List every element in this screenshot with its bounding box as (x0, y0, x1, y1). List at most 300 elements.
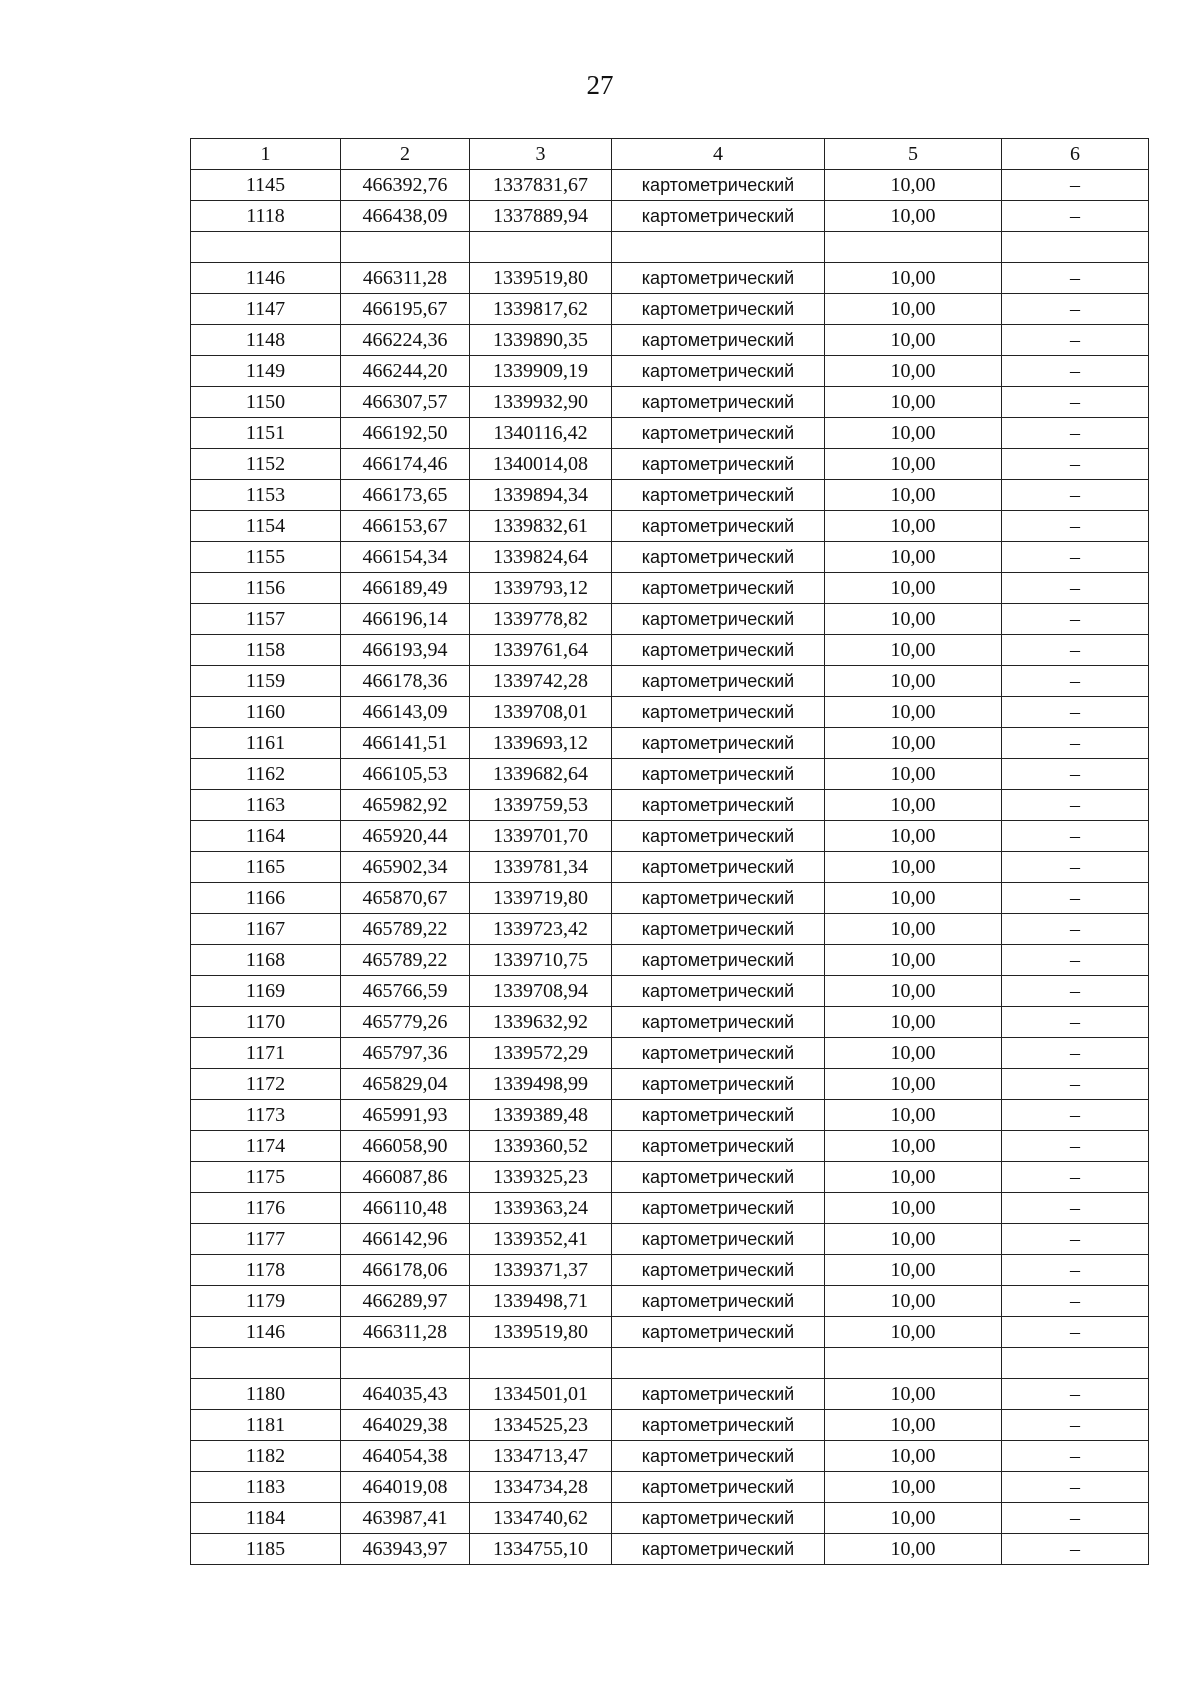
note-cell: – (1002, 1162, 1149, 1193)
column-header: 3 (470, 139, 612, 170)
table-body (191, 170, 1149, 1565)
x-coordinate-cell: 466311,28 (341, 1317, 470, 1348)
y-coordinate-cell: 1339632,92 (470, 1007, 612, 1038)
method-cell: картометрический (612, 511, 825, 542)
y-coordinate-cell: 1339781,34 (470, 852, 612, 883)
accuracy-cell: 10,00 (825, 697, 1002, 728)
note-cell: – (1002, 945, 1149, 976)
y-coordinate-cell: 1339793,12 (470, 573, 612, 604)
table-row (191, 170, 1149, 201)
note-cell: – (1002, 1038, 1149, 1069)
point-number-cell: 1182 (191, 1441, 341, 1472)
y-coordinate-cell: 1339498,99 (470, 1069, 612, 1100)
x-coordinate-cell: 464035,43 (341, 1379, 470, 1410)
table-row (191, 1286, 1149, 1317)
table-row (191, 1534, 1149, 1565)
point-number-cell: 1171 (191, 1038, 341, 1069)
table-row (191, 1255, 1149, 1286)
x-coordinate-cell: 465766,59 (341, 976, 470, 1007)
point-number-cell: 1162 (191, 759, 341, 790)
y-coordinate-cell: 1339498,71 (470, 1286, 612, 1317)
x-coordinate-cell: 466058,90 (341, 1131, 470, 1162)
x-coordinate-cell: 465779,26 (341, 1007, 470, 1038)
note-cell: – (1002, 1193, 1149, 1224)
page-number: 27 (586, 70, 614, 100)
method-cell: картометрический (612, 1255, 825, 1286)
column-header: 2 (341, 139, 470, 170)
accuracy-cell: 10,00 (825, 1410, 1002, 1441)
x-coordinate-cell: 464019,08 (341, 1472, 470, 1503)
note-cell: – (1002, 1007, 1149, 1038)
point-number-cell: 1159 (191, 666, 341, 697)
y-coordinate-cell: 1339352,41 (470, 1224, 612, 1255)
point-number-cell: 1151 (191, 418, 341, 449)
accuracy-cell: 10,00 (825, 356, 1002, 387)
method-cell: картометрический (612, 697, 825, 728)
y-coordinate-cell: 1339389,48 (470, 1100, 612, 1131)
table-row (191, 356, 1149, 387)
table-row (191, 232, 1149, 263)
note-cell: – (1002, 325, 1149, 356)
method-cell: картометрический (612, 635, 825, 666)
note-cell: – (1002, 1286, 1149, 1317)
note-cell: – (1002, 1224, 1149, 1255)
note-cell (1002, 232, 1149, 263)
column-header: 4 (612, 139, 825, 170)
table-row (191, 294, 1149, 325)
method-cell: картометрический (612, 294, 825, 325)
accuracy-cell: 10,00 (825, 1503, 1002, 1534)
table-row (191, 697, 1149, 728)
point-number-cell: 1180 (191, 1379, 341, 1410)
y-coordinate-cell: 1339817,62 (470, 294, 612, 325)
accuracy-cell: 10,00 (825, 1317, 1002, 1348)
table-row (191, 1472, 1149, 1503)
point-number-cell: 1161 (191, 728, 341, 759)
note-cell: – (1002, 1100, 1149, 1131)
table-row (191, 728, 1149, 759)
note-cell: – (1002, 728, 1149, 759)
point-number-cell: 1177 (191, 1224, 341, 1255)
table-row (191, 1069, 1149, 1100)
method-cell: картометрический (612, 1100, 825, 1131)
y-coordinate-cell: 1339363,24 (470, 1193, 612, 1224)
y-coordinate-cell: 1339778,82 (470, 604, 612, 635)
method-cell: картометрический (612, 728, 825, 759)
accuracy-cell: 10,00 (825, 852, 1002, 883)
table-row (191, 1038, 1149, 1069)
accuracy-cell: 10,00 (825, 1007, 1002, 1038)
accuracy-cell: 10,00 (825, 666, 1002, 697)
y-coordinate-cell: 1334734,28 (470, 1472, 612, 1503)
note-cell: – (1002, 604, 1149, 635)
method-cell: картометрический (612, 1069, 825, 1100)
method-cell: картометрический (612, 1503, 825, 1534)
method-cell: картометрический (612, 387, 825, 418)
point-number-cell: 1170 (191, 1007, 341, 1038)
method-cell: картометрический (612, 325, 825, 356)
point-number-cell: 1179 (191, 1286, 341, 1317)
method-cell: картометрический (612, 976, 825, 1007)
point-number-cell: 1156 (191, 573, 341, 604)
accuracy-cell: 10,00 (825, 170, 1002, 201)
point-number-cell (191, 232, 341, 263)
point-number-cell: 1176 (191, 1193, 341, 1224)
point-number-cell: 1175 (191, 1162, 341, 1193)
method-cell: картометрический (612, 1007, 825, 1038)
y-coordinate-cell: 1334740,62 (470, 1503, 612, 1534)
accuracy-cell: 10,00 (825, 1162, 1002, 1193)
method-cell: картометрический (612, 1038, 825, 1069)
y-coordinate-cell: 1339894,34 (470, 480, 612, 511)
y-coordinate-cell: 1339723,42 (470, 914, 612, 945)
y-coordinate-cell: 1337889,94 (470, 201, 612, 232)
point-number-cell: 1147 (191, 294, 341, 325)
note-cell: – (1002, 1441, 1149, 1472)
accuracy-cell: 10,00 (825, 1286, 1002, 1317)
note-cell: – (1002, 883, 1149, 914)
x-coordinate-cell: 466195,67 (341, 294, 470, 325)
note-cell: – (1002, 759, 1149, 790)
table-row (191, 976, 1149, 1007)
accuracy-cell: 10,00 (825, 573, 1002, 604)
note-cell: – (1002, 666, 1149, 697)
table-row (191, 1193, 1149, 1224)
column-header: 1 (191, 139, 341, 170)
method-cell: картометрический (612, 852, 825, 883)
accuracy-cell: 10,00 (825, 201, 1002, 232)
accuracy-cell: 10,00 (825, 325, 1002, 356)
note-cell: – (1002, 480, 1149, 511)
method-cell: картометрический (612, 480, 825, 511)
x-coordinate-cell: 466153,67 (341, 511, 470, 542)
accuracy-cell: 10,00 (825, 542, 1002, 573)
y-coordinate-cell: 1334755,10 (470, 1534, 612, 1565)
y-coordinate-cell: 1339360,52 (470, 1131, 612, 1162)
accuracy-cell: 10,00 (825, 790, 1002, 821)
accuracy-cell: 10,00 (825, 1379, 1002, 1410)
table-row (191, 1410, 1149, 1441)
accuracy-cell: 10,00 (825, 1255, 1002, 1286)
point-number-cell: 1166 (191, 883, 341, 914)
table-row (191, 1441, 1149, 1472)
note-cell: – (1002, 1131, 1149, 1162)
x-coordinate-cell: 466174,46 (341, 449, 470, 480)
column-header: 5 (825, 139, 1002, 170)
x-coordinate-cell: 466311,28 (341, 263, 470, 294)
note-cell: – (1002, 418, 1149, 449)
x-coordinate-cell: 466189,49 (341, 573, 470, 604)
accuracy-cell: 10,00 (825, 511, 1002, 542)
note-cell: – (1002, 821, 1149, 852)
x-coordinate-cell (341, 1348, 470, 1379)
table-row (191, 263, 1149, 294)
accuracy-cell: 10,00 (825, 387, 1002, 418)
y-coordinate-cell: 1339742,28 (470, 666, 612, 697)
note-cell: – (1002, 852, 1149, 883)
table-row (191, 883, 1149, 914)
coordinates-table (190, 138, 1149, 1565)
x-coordinate-cell: 466087,86 (341, 1162, 470, 1193)
y-coordinate-cell: 1340014,08 (470, 449, 612, 480)
point-number-cell: 1184 (191, 1503, 341, 1534)
accuracy-cell: 10,00 (825, 821, 1002, 852)
point-number-cell: 1154 (191, 511, 341, 542)
y-coordinate-cell: 1339909,19 (470, 356, 612, 387)
x-coordinate-cell: 465920,44 (341, 821, 470, 852)
point-number-cell (191, 1348, 341, 1379)
accuracy-cell: 10,00 (825, 1131, 1002, 1162)
accuracy-cell: 10,00 (825, 976, 1002, 1007)
y-coordinate-cell: 1339761,64 (470, 635, 612, 666)
method-cell: картометрический (612, 604, 825, 635)
note-cell: – (1002, 1069, 1149, 1100)
y-coordinate-cell: 1339708,01 (470, 697, 612, 728)
x-coordinate-cell: 466192,50 (341, 418, 470, 449)
note-cell: – (1002, 201, 1149, 232)
table-row (191, 635, 1149, 666)
method-cell: картометрический (612, 821, 825, 852)
accuracy-cell: 10,00 (825, 1224, 1002, 1255)
note-cell: – (1002, 356, 1149, 387)
point-number-cell: 1146 (191, 263, 341, 294)
table-row (191, 604, 1149, 635)
table-row (191, 821, 1149, 852)
x-coordinate-cell: 466244,20 (341, 356, 470, 387)
method-cell: картометрический (612, 790, 825, 821)
y-coordinate-cell (470, 232, 612, 263)
method-cell (612, 1348, 825, 1379)
table-row (191, 480, 1149, 511)
point-number-cell: 1164 (191, 821, 341, 852)
note-cell: – (1002, 170, 1149, 201)
x-coordinate-cell: 466178,06 (341, 1255, 470, 1286)
accuracy-cell: 10,00 (825, 1193, 1002, 1224)
y-coordinate-cell: 1339708,94 (470, 976, 612, 1007)
note-cell: – (1002, 573, 1149, 604)
accuracy-cell: 10,00 (825, 1100, 1002, 1131)
column-header: 6 (1002, 139, 1149, 170)
note-cell: – (1002, 542, 1149, 573)
point-number-cell: 1149 (191, 356, 341, 387)
method-cell: картометрический (612, 914, 825, 945)
point-number-cell: 1163 (191, 790, 341, 821)
accuracy-cell: 10,00 (825, 945, 1002, 976)
y-coordinate-cell: 1339932,90 (470, 387, 612, 418)
x-coordinate-cell: 466193,94 (341, 635, 470, 666)
x-coordinate-cell: 465982,92 (341, 790, 470, 821)
accuracy-cell: 10,00 (825, 914, 1002, 945)
x-coordinate-cell: 464054,38 (341, 1441, 470, 1472)
x-coordinate-cell: 465829,04 (341, 1069, 470, 1100)
note-cell (1002, 1348, 1149, 1379)
y-coordinate-cell (470, 1348, 612, 1379)
x-coordinate-cell: 466173,65 (341, 480, 470, 511)
x-coordinate-cell: 463943,97 (341, 1534, 470, 1565)
point-number-cell: 1118 (191, 201, 341, 232)
method-cell: картометрический (612, 170, 825, 201)
accuracy-cell (825, 232, 1002, 263)
x-coordinate-cell: 466142,96 (341, 1224, 470, 1255)
table-row (191, 1162, 1149, 1193)
accuracy-cell (825, 1348, 1002, 1379)
point-number-cell: 1146 (191, 1317, 341, 1348)
point-number-cell: 1168 (191, 945, 341, 976)
x-coordinate-cell: 466196,14 (341, 604, 470, 635)
table-row (191, 418, 1149, 449)
method-cell: картометрический (612, 573, 825, 604)
x-coordinate-cell: 466224,36 (341, 325, 470, 356)
x-coordinate-cell: 466143,09 (341, 697, 470, 728)
point-number-cell: 1183 (191, 1472, 341, 1503)
method-cell: картометрический (612, 449, 825, 480)
x-coordinate-cell: 464029,38 (341, 1410, 470, 1441)
note-cell: – (1002, 914, 1149, 945)
point-number-cell: 1173 (191, 1100, 341, 1131)
y-coordinate-cell: 1339572,29 (470, 1038, 612, 1069)
table-row (191, 1348, 1149, 1379)
table-row (191, 914, 1149, 945)
x-coordinate-cell: 466141,51 (341, 728, 470, 759)
accuracy-cell: 10,00 (825, 449, 1002, 480)
x-coordinate-cell: 465991,93 (341, 1100, 470, 1131)
y-coordinate-cell: 1339693,12 (470, 728, 612, 759)
note-cell: – (1002, 387, 1149, 418)
table-row (191, 387, 1149, 418)
x-coordinate-cell: 466178,36 (341, 666, 470, 697)
point-number-cell: 1152 (191, 449, 341, 480)
method-cell: картометрический (612, 1317, 825, 1348)
note-cell: – (1002, 1379, 1149, 1410)
method-cell: картометрический (612, 1193, 825, 1224)
table-row (191, 1100, 1149, 1131)
y-coordinate-cell: 1339519,80 (470, 1317, 612, 1348)
note-cell: – (1002, 294, 1149, 325)
y-coordinate-cell: 1339759,53 (470, 790, 612, 821)
method-cell: картометрический (612, 1286, 825, 1317)
accuracy-cell: 10,00 (825, 263, 1002, 294)
y-coordinate-cell: 1339710,75 (470, 945, 612, 976)
method-cell: картометрический (612, 759, 825, 790)
accuracy-cell: 10,00 (825, 294, 1002, 325)
table-row (191, 1224, 1149, 1255)
method-cell: картометрический (612, 356, 825, 387)
accuracy-cell: 10,00 (825, 635, 1002, 666)
point-number-cell: 1145 (191, 170, 341, 201)
x-coordinate-cell: 465789,22 (341, 914, 470, 945)
point-number-cell: 1148 (191, 325, 341, 356)
accuracy-cell: 10,00 (825, 418, 1002, 449)
note-cell: – (1002, 511, 1149, 542)
note-cell: – (1002, 635, 1149, 666)
x-coordinate-cell: 466110,48 (341, 1193, 470, 1224)
table-row (191, 573, 1149, 604)
accuracy-cell: 10,00 (825, 604, 1002, 635)
point-number-cell: 1172 (191, 1069, 341, 1100)
y-coordinate-cell: 1339832,61 (470, 511, 612, 542)
x-coordinate-cell: 465902,34 (341, 852, 470, 883)
note-cell: – (1002, 697, 1149, 728)
note-cell: – (1002, 1503, 1149, 1534)
table-row (191, 945, 1149, 976)
y-coordinate-cell: 1339682,64 (470, 759, 612, 790)
method-cell: картометрический (612, 1410, 825, 1441)
method-cell: картометрический (612, 666, 825, 697)
note-cell: – (1002, 790, 1149, 821)
table-row (191, 325, 1149, 356)
note-cell: – (1002, 1255, 1149, 1286)
accuracy-cell: 10,00 (825, 728, 1002, 759)
accuracy-cell: 10,00 (825, 1069, 1002, 1100)
accuracy-cell: 10,00 (825, 759, 1002, 790)
x-coordinate-cell: 466154,34 (341, 542, 470, 573)
point-number-cell: 1155 (191, 542, 341, 573)
y-coordinate-cell: 1337831,67 (470, 170, 612, 201)
method-cell: картометрический (612, 1472, 825, 1503)
x-coordinate-cell: 465789,22 (341, 945, 470, 976)
y-coordinate-cell: 1339519,80 (470, 263, 612, 294)
method-cell: картометрический (612, 883, 825, 914)
method-cell: картометрический (612, 1534, 825, 1565)
x-coordinate-cell: 465797,36 (341, 1038, 470, 1069)
method-cell: картометрический (612, 1441, 825, 1472)
y-coordinate-cell: 1339701,70 (470, 821, 612, 852)
accuracy-cell: 10,00 (825, 1534, 1002, 1565)
method-cell (612, 232, 825, 263)
point-number-cell: 1150 (191, 387, 341, 418)
method-cell: картометрический (612, 1379, 825, 1410)
point-number-cell: 1167 (191, 914, 341, 945)
point-number-cell: 1178 (191, 1255, 341, 1286)
note-cell: – (1002, 976, 1149, 1007)
table-row (191, 1379, 1149, 1410)
y-coordinate-cell: 1339824,64 (470, 542, 612, 573)
table-row (191, 1131, 1149, 1162)
accuracy-cell: 10,00 (825, 480, 1002, 511)
accuracy-cell: 10,00 (825, 1441, 1002, 1472)
y-coordinate-cell: 1339371,37 (470, 1255, 612, 1286)
accuracy-cell: 10,00 (825, 1038, 1002, 1069)
table-row (191, 790, 1149, 821)
table-row (191, 1503, 1149, 1534)
point-number-cell: 1169 (191, 976, 341, 1007)
x-coordinate-cell: 466105,53 (341, 759, 470, 790)
method-cell: картометрический (612, 945, 825, 976)
x-coordinate-cell: 466307,57 (341, 387, 470, 418)
y-coordinate-cell: 1334713,47 (470, 1441, 612, 1472)
x-coordinate-cell (341, 232, 470, 263)
point-number-cell: 1181 (191, 1410, 341, 1441)
table-row (191, 1317, 1149, 1348)
point-number-cell: 1185 (191, 1534, 341, 1565)
x-coordinate-cell: 465870,67 (341, 883, 470, 914)
x-coordinate-cell: 466289,97 (341, 1286, 470, 1317)
x-coordinate-cell: 463987,41 (341, 1503, 470, 1534)
note-cell: – (1002, 1472, 1149, 1503)
table-row (191, 852, 1149, 883)
table-row (191, 542, 1149, 573)
method-cell: картометрический (612, 542, 825, 573)
point-number-cell: 1174 (191, 1131, 341, 1162)
table-row (191, 666, 1149, 697)
note-cell: – (1002, 1317, 1149, 1348)
y-coordinate-cell: 1339890,35 (470, 325, 612, 356)
table-row (191, 449, 1149, 480)
method-cell: картометрический (612, 201, 825, 232)
y-coordinate-cell: 1340116,42 (470, 418, 612, 449)
note-cell: – (1002, 449, 1149, 480)
method-cell: картометрический (612, 1162, 825, 1193)
